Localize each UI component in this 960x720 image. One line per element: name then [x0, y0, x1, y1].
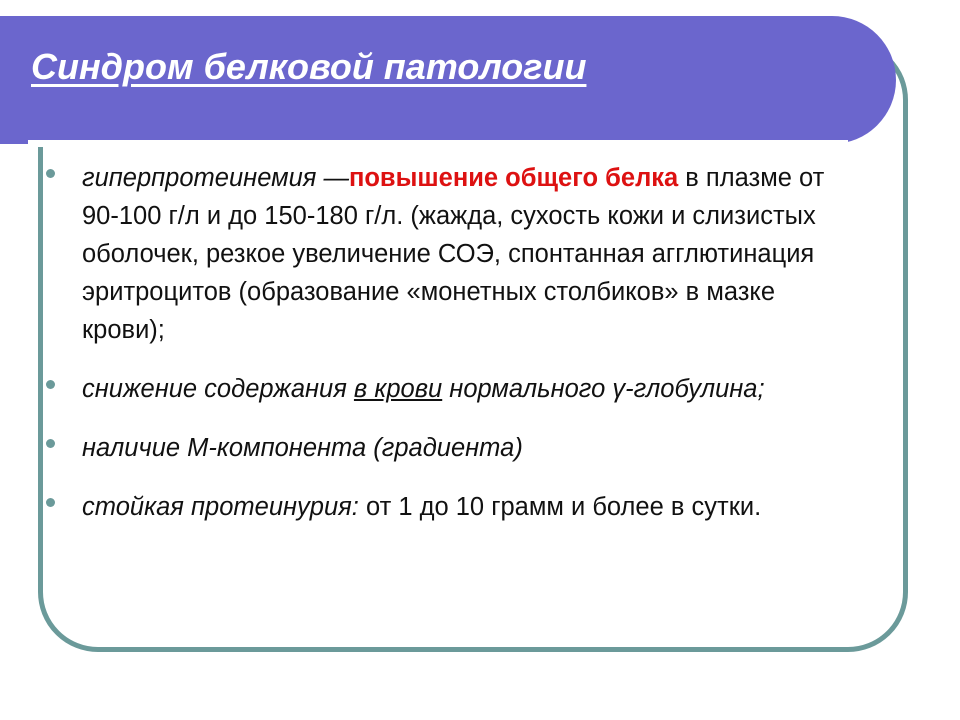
slide-title: Синдром белковой патологии — [31, 46, 587, 87]
bullet-dot-icon — [46, 439, 55, 448]
bullet-dot-icon — [46, 169, 55, 178]
term-proteinuria: стойкая протеинурия: — [82, 493, 359, 521]
term-hyperproteinemia: гиперпротеинемия — — [82, 164, 349, 192]
gamma-globulin-text-after: нормального γ-глобулина; — [442, 375, 765, 403]
bullet-gamma-globulin-decrease — [46, 370, 858, 408]
gamma-globulin-text-before: снижение содержания — [82, 375, 354, 403]
bullet-proteinuria — [46, 488, 858, 526]
title-bar — [0, 16, 896, 144]
bullet-hyperproteinemia — [46, 159, 858, 349]
m-component-text: наличие М-компонента (градиента) — [82, 434, 523, 462]
title-underline-rule — [28, 140, 848, 147]
bullet-dot-icon — [46, 498, 55, 507]
blood-underlined-text: в крови — [353, 375, 443, 403]
description-proteinuria: от 1 до 10 грамм и более в сутки. — [358, 493, 762, 521]
description-hyperproteinemia: в плазме от 90-100 г/л и до 150-180 г/л. (жажда, сухость кожи и слизистых оболочек, резкое увеличение СОЭ, спонтанная агглютинация эритроцитов (образование «монетных столбиков» в мазке крови); — [82, 164, 825, 344]
accent-increase-total-protein: повышение общего белка — [348, 164, 679, 192]
bullet-m-component — [46, 429, 858, 467]
bullet-dot-icon — [46, 380, 55, 389]
bullet-list — [46, 159, 858, 526]
